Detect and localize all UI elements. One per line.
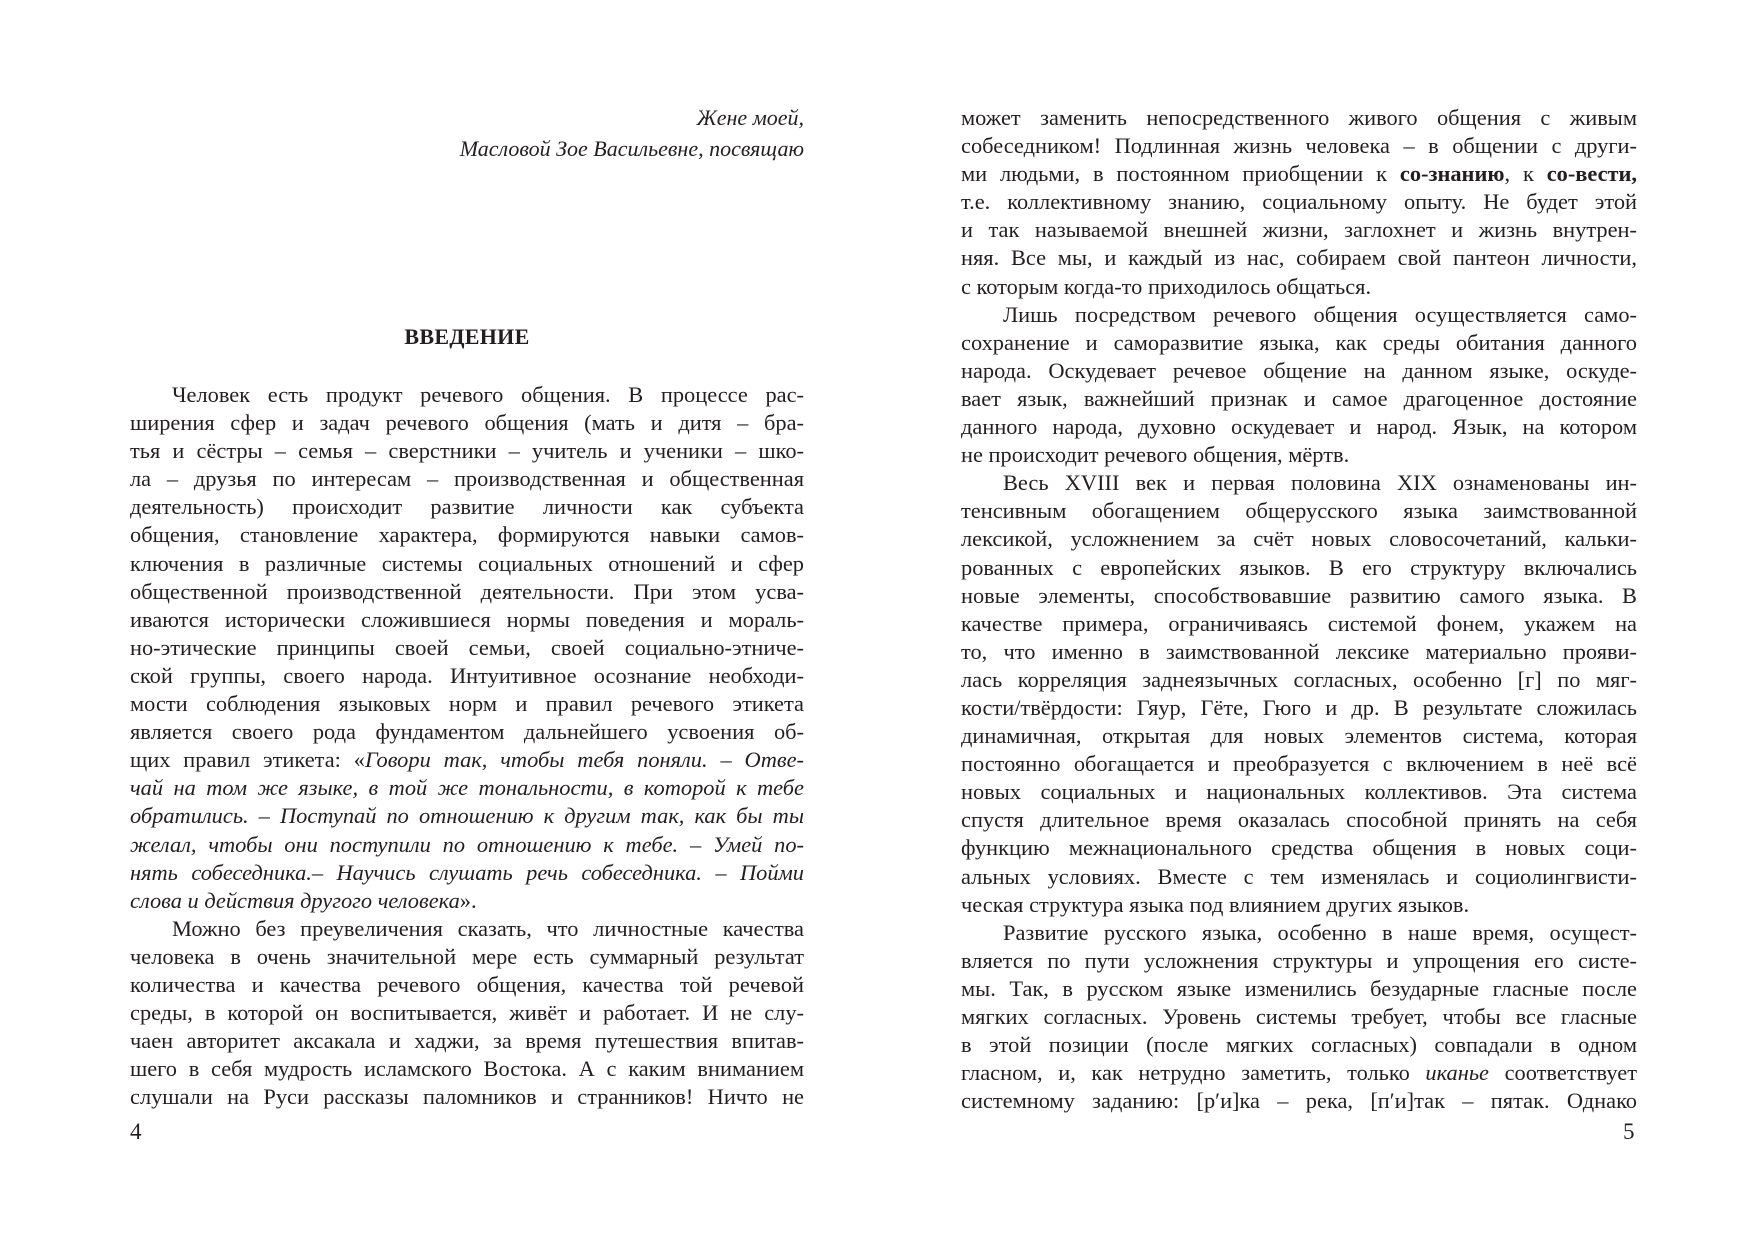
- text-line: Лишь посредством речевого общения осуществляется само-: [1003, 301, 1637, 327]
- text-line: обратились. – Поступай по отношению к другим так, как бы ты: [130, 803, 804, 829]
- chapter-heading: ВВЕДЕНИЕ: [404, 324, 530, 349]
- text-line: [961, 160, 1637, 188]
- dedication-line: Жене моей,: [696, 105, 804, 130]
- text-line: может заменить непосредственного живого общения с живым: [961, 105, 1637, 130]
- text-line: рованных с европейских языков. В его структуру включались: [961, 554, 1637, 580]
- text-line: и так называемой внешней жизни, заглохнет и жизнь внутрен-: [961, 217, 1637, 243]
- text-line: тенсивным обогащением общерусского языка заимствованной: [961, 498, 1637, 524]
- text-line: в этой позиции (после мягких согласных) совпадали в одном: [961, 1032, 1637, 1058]
- text-line: слушали на Руси рассказы паломников и странников! Ничто не: [130, 1084, 804, 1110]
- text-line: [130, 746, 804, 774]
- text-line: мы. Так, в русском языке изменились безударные гласные после: [961, 975, 1637, 1001]
- left-body-text: [130, 381, 804, 1111]
- text-line: системному заданию: [р′и]ка – река, [п′и]так – пятак. Однако: [961, 1088, 1637, 1114]
- text-line: сохранение и саморазвитие языка, как среды обитания данного: [961, 329, 1637, 355]
- text-line: не происходит речевого общения, мёртв.: [961, 442, 1350, 468]
- text-segment: щих правил этикета: «: [130, 747, 365, 773]
- quote-italic: слова и действия другого человека: [130, 887, 460, 913]
- text-line: данного народа, духовно оскудевает и народ. Язык, на котором: [961, 414, 1637, 440]
- text-line: мягких согласных. Уровень системы требует, чтобы все гласные: [961, 1004, 1637, 1029]
- text-line: общения, становление характера, формируются навыки самов-: [130, 522, 804, 548]
- text-line: но-этические принципы своей семьи, своей социально-этниче-: [130, 634, 804, 660]
- dedication-line: Масловой Зое Васильевне, посвящаю: [459, 136, 804, 161]
- text-line: няя. Все мы, и каждый из нас, собираем свой пантеон личности,: [961, 245, 1637, 271]
- text-line: с которым когда-то приходилось общаться.: [961, 273, 1372, 299]
- dedication: [130, 102, 804, 164]
- text-line: кости/твёрдости: Гяур, Гёте, Гюго и др. В результате сложилась: [961, 694, 1637, 720]
- text-segment: гласном, и, как нетрудно заметить, только: [961, 1060, 1426, 1086]
- text-line: нять собеседника.– Научись слушать речь собеседника. – Пойми: [130, 859, 804, 885]
- text-line: тья и сёстры – семья – сверстники – учитель и ученики – шко-: [130, 438, 804, 464]
- text-line: качестве примера, ограничиваясь системой фонем, укажем на: [961, 610, 1637, 636]
- text-line: ла – друзья по интересам – производственная и общественная: [130, 466, 804, 492]
- text-segment: ми людьми, в постоянном приобщении к: [961, 161, 1400, 187]
- quote-italic: Говори так, чтобы тебя поняли. – Отве-: [364, 747, 804, 773]
- page-number: 5: [1623, 1119, 1635, 1144]
- text-line: [961, 1059, 1637, 1087]
- text-line: то, что именно в заимствованной лексике материально прояви-: [961, 638, 1637, 664]
- left-page: [0, 0, 877, 1240]
- text-line: Можно без преувеличения сказать, что личностные качества: [172, 915, 804, 941]
- text-line: чаен авторитет аксакала и хаджи, за время путешествия впитав-: [130, 1028, 804, 1054]
- text-line: вляется по пути усложнения структуры и упрощения его систе-: [961, 947, 1637, 973]
- text-line: чай на том же языке, в той же тональности, в которой к тебе: [130, 775, 804, 801]
- text-line: [130, 887, 804, 915]
- text-segment: ».: [459, 887, 477, 913]
- italic-term: иканье: [1425, 1060, 1489, 1086]
- text-line: ключения в различные системы социальных отношений и сфер: [130, 550, 804, 576]
- text-line: динамичная, открытая для новых элементов система, которая: [961, 723, 1637, 749]
- text-line: новые элементы, способствовавшие развитию самого языка. В: [961, 582, 1637, 608]
- text-line: лась корреляция заднеязычных согласных, особенно [г] по мяг-: [961, 666, 1637, 692]
- text-line: ширения сфер и задач речевого общения (мать и дитя – бра-: [130, 410, 804, 436]
- right-body-text: [961, 104, 1637, 1115]
- text-line: иваются исторически сложившиеся нормы поведения и мораль-: [130, 606, 804, 632]
- right-page: [877, 0, 1755, 1240]
- text-segment: соответствует: [1488, 1060, 1637, 1086]
- text-line: Развитие русского языка, особенно в наше время, осущест-: [1003, 919, 1637, 945]
- text-line: Человек есть продукт речевого общения. В процессе рас-: [172, 382, 804, 407]
- text-line: шего в себя мудрость исламского Востока. А с каким вниманием: [130, 1056, 804, 1082]
- text-line: альных условиях. Вместе с тем изменялась и социолингвисти-: [961, 863, 1637, 889]
- text-line: т.е. коллективному знанию, социальному опыту. Не будет этой: [961, 189, 1637, 215]
- text-line: среды, в которой он воспитывается, живёт и работает. И не слу-: [130, 1000, 804, 1026]
- text-line: вает язык, важнейший признак и самое драгоценное достояние: [961, 385, 1637, 411]
- text-line: Весь XVIII век и первая половина XIX ознаменованы ин-: [1003, 470, 1637, 496]
- text-line: постоянно обогащается и преобразуется с включением в неё всё: [961, 751, 1637, 777]
- page-number: 4: [130, 1119, 142, 1144]
- text-line: мости соблюдения языковых норм и правил речевого этикета: [130, 691, 804, 717]
- text-line: является своего рода фундаментом дальнейшего усвоения об-: [130, 719, 804, 745]
- text-line: ской группы, своего народа. Интуитивное осознание необходи-: [130, 662, 804, 688]
- text-line: желал, чтобы они поступили по отношению к тебе. – Умей по-: [130, 831, 804, 857]
- text-segment: , к: [1504, 161, 1547, 187]
- text-line: спустя длительное время оказалась способной принять на себя: [961, 807, 1637, 833]
- text-line: общественной производственной деятельности. При этом усва-: [130, 578, 804, 604]
- text-line: человека в очень значительной мере есть суммарный результат: [130, 943, 804, 969]
- text-line: собеседником! Подлинная жизнь человека – в общении с други-: [961, 133, 1637, 159]
- text-line: ческая структура языка под влиянием других языков.: [961, 891, 1470, 917]
- text-line: функцию межнационального средства общения в новых соци-: [961, 835, 1637, 861]
- text-line: новых социальных и национальных коллективов. Эта система: [961, 779, 1637, 805]
- text-line: количества и качества речевого общения, качества той речевой: [130, 971, 804, 997]
- bold-term: со-вести,: [1546, 161, 1637, 187]
- text-line: лексикой, усложнением за счёт новых словосочетаний, кальки-: [961, 526, 1637, 552]
- text-line: народа. Оскудевает речевое общение на данном языке, оскуде-: [961, 357, 1637, 383]
- bold-term: со-знанию: [1399, 161, 1505, 187]
- text-line: деятельность) происходит развитие личности как субъекта: [130, 494, 804, 520]
